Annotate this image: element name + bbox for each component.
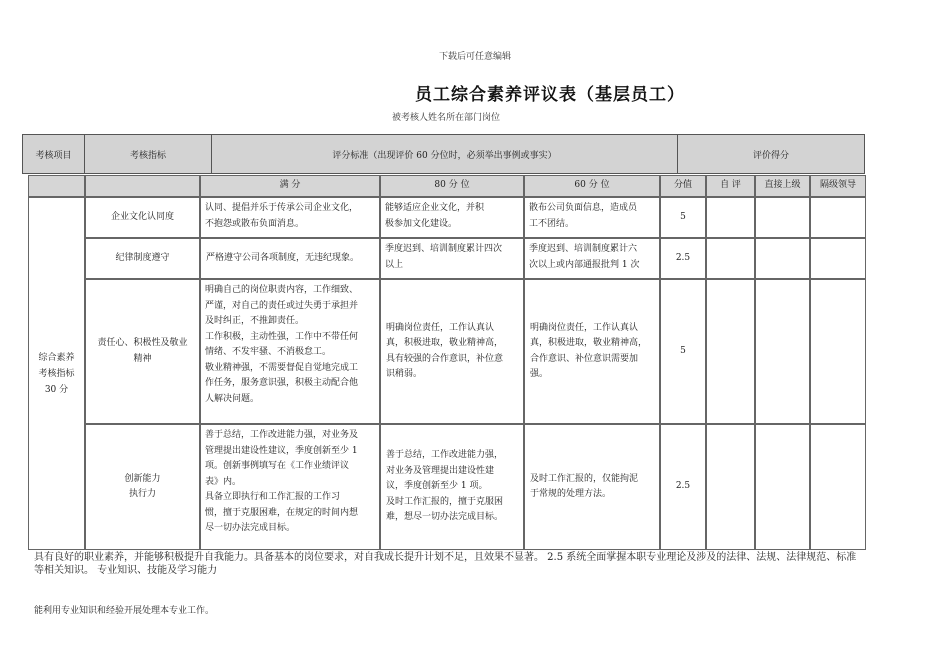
- direct-score-culture[interactable]: [755, 197, 810, 238]
- employee-info-line: 被考核人姓名所在部门岗位: [392, 113, 501, 123]
- indicator-culture: 企业文化认同度: [85, 197, 200, 238]
- self-score-responsibility[interactable]: [706, 279, 755, 424]
- p80-discipline: 季度迟到、培训制度累计四次 以上: [380, 238, 524, 279]
- p60-culture: 散布公司负面信息，造成员 工不团结。: [524, 197, 660, 238]
- full-innovation: 善于总结，工作改进能力强，对业务及 管理提出建设性建议，季度创新至少 1 项。创新事例填写在《工作业绩评议 表》内。 具备立即执行和工作汇报的工作习 惯，擅于克服困难，在规定的时间内想 尽一切办法完成目标。: [200, 424, 380, 550]
- header-indicator: 考核指标: [85, 135, 212, 173]
- weight-innovation: 2.5: [660, 424, 706, 550]
- subheader-direct: 直接上级: [755, 175, 810, 197]
- p60-innovation: 及时工作汇报的，仅能拘泥 于常规的处理方法。: [524, 424, 660, 550]
- subheader-60: 60 分 位: [524, 175, 660, 197]
- indicator-responsibility: 责任心、积极性及敬业 精神: [85, 279, 200, 424]
- subheader-self: 自 评: [706, 175, 755, 197]
- skip-score-discipline[interactable]: [810, 238, 866, 279]
- self-score-innovation[interactable]: [706, 424, 755, 550]
- self-score-discipline[interactable]: [706, 238, 755, 279]
- category-cell: 综合素养 考核指标 30 分: [28, 197, 85, 550]
- footer-text-application: 能利用专业知识和经验开展处理本专业工作。: [34, 606, 215, 616]
- weight-discipline: 2.5: [660, 238, 706, 279]
- indicator-innovation: 创新能力 执行力: [85, 424, 200, 550]
- p80-responsibility: 明确岗位责任，工作认真认 真，积极进取，敬业精神高， 具有较强的合作意识，补位意 识稍弱。: [380, 279, 524, 424]
- download-note: 下载后可任意编辑: [438, 52, 511, 62]
- evaluation-table: [28, 175, 866, 550]
- skip-score-innovation[interactable]: [810, 424, 866, 550]
- p80-culture: 能够适应企业文化，并积 极参加文化建设。: [380, 197, 524, 238]
- subheader-blank-2: [85, 175, 200, 197]
- direct-score-discipline[interactable]: [755, 238, 810, 279]
- self-score-culture[interactable]: [706, 197, 755, 238]
- subheader-80: 80 分 位: [380, 175, 524, 197]
- subheader-weight: 分值: [660, 175, 706, 197]
- subheader-skip: 隔级领导: [810, 175, 866, 197]
- weight-responsibility: 5: [660, 279, 706, 424]
- table-header: [22, 134, 865, 174]
- header-standard: 评分标准（出现评价 60 分位时，必须举出事例或事实）: [212, 135, 678, 173]
- header-project: 考核项目: [23, 135, 85, 173]
- full-responsibility: 明确自己的岗位职责内容，工作细致、 严谨，对自己的责任或过失勇于承担并 及时纠正，不推卸责任。 工作积极，主动性强，工作中不带任何 情绪、不发牢骚、不消极怠工。 敬业精神强，不需要督促自觉地完成工 作任务，服务意识强，积极主动配合他 人解决问题。: [200, 279, 380, 424]
- indicator-discipline: 纪律制度遵守: [85, 238, 200, 279]
- skip-score-culture[interactable]: [810, 197, 866, 238]
- subheader-blank-1: [28, 175, 85, 197]
- subheader-full: 满 分: [200, 175, 380, 197]
- skip-score-responsibility[interactable]: [810, 279, 866, 424]
- p80-innovation: 善于总结，工作改进能力强， 对业务及管理提出建设性建 议，季度创新至少 1 项。 及时工作汇报的，擅于克服困 难，想尽一切办法完成目标。: [380, 424, 524, 550]
- direct-score-responsibility[interactable]: [755, 279, 810, 424]
- direct-score-innovation[interactable]: [755, 424, 810, 550]
- footer-text-professional: 具有良好的职业素养，并能够积极提升自我能力。具备基本的岗位要求，对自我成长提升计划不足，且效果不显著。 2.5 系统全面掌握本职专业理论及涉及的法律、法规、法律规范、标准等相关知识。 专业知识、技能及学习能力: [34, 552, 857, 576]
- weight-culture: 5: [660, 197, 706, 238]
- page-title: 员工综合素养评议表（基层员工）: [415, 85, 685, 105]
- p60-discipline: 季度迟到、培训制度累计六 次以上或内部通报批判 1 次: [524, 238, 660, 279]
- full-discipline: 严格遵守公司各项制度，无违纪现象。: [200, 238, 380, 279]
- header-score: 评价得分: [752, 150, 789, 161]
- p60-responsibility: 明确岗位责任，工作认真认 真，积极进取，敬业精神高， 合作意识、补位意识需要加 强。: [524, 279, 660, 424]
- full-culture: 认同、提倡并乐于传承公司企业文化， 不抱怨或散布负面消息。: [200, 197, 380, 238]
